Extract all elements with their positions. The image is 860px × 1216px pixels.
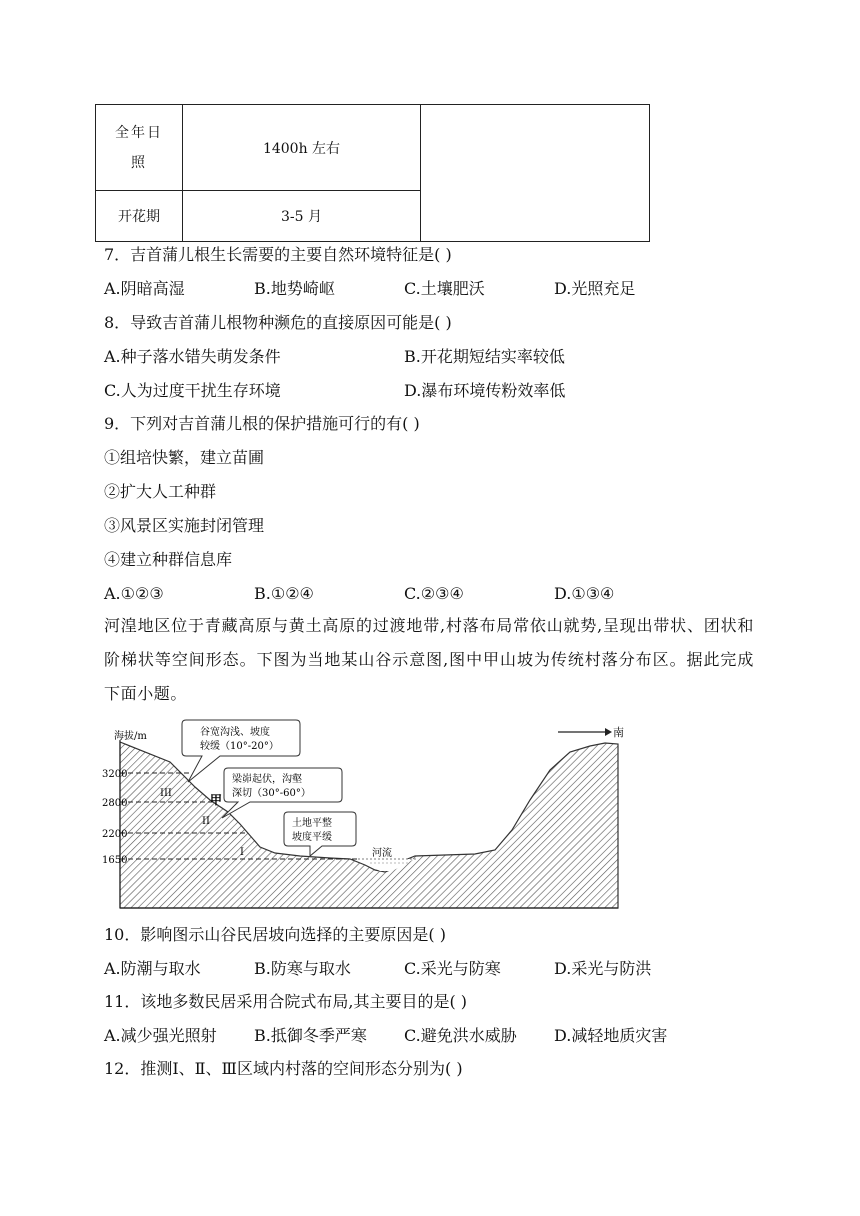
q11-option-b: B.抵御冬季严寒 <box>254 1026 367 1045</box>
q11-option-d: D.减轻地质灾害 <box>554 1026 668 1045</box>
table-label-sunshine: 全年日照 <box>96 105 183 191</box>
point-jia-label: 甲 <box>210 793 223 807</box>
tick-3200: 3200 <box>102 769 128 780</box>
table-label-flowering: 开花期 <box>96 191 183 242</box>
callout-3-line-2: 坡度平缓 <box>292 832 332 843</box>
table-value-flowering: 3-5 月 <box>183 191 421 242</box>
question-10-stem: 10．影响图示山谷民居坡向选择的主要原因是( ) <box>104 925 446 944</box>
q9-item-3: ③风景区实施封闭管理 <box>104 516 265 535</box>
q9-option-d: D.①③④ <box>554 584 615 603</box>
terrain-profile <box>120 742 618 908</box>
q11-option-a: A.减少强光照射 <box>104 1026 217 1045</box>
q7-option-b: B.地势崎岖 <box>254 279 335 298</box>
tick-2200: 2200 <box>102 829 128 840</box>
direction-label: 南 <box>613 726 624 739</box>
q7-option-c: C.土壤肥沃 <box>404 279 485 298</box>
q8-option-c: C.人为过度干扰生存环境 <box>104 381 281 400</box>
q10-option-d: D.采光与防洪 <box>554 959 652 978</box>
q9-item-4: ④建立种群信息库 <box>104 550 233 569</box>
table-value-sunshine: 1400h 左右 <box>183 105 421 191</box>
q9-item-1: ①组培快繁，建立苗圃 <box>104 448 265 467</box>
q9-option-a: A.①②③ <box>104 584 164 603</box>
q9-item-2: ②扩大人工种群 <box>104 482 217 501</box>
q11-option-c: C.避免洪水威胁 <box>404 1026 517 1045</box>
callout-2-line-1: 梁峁起伏，沟壑 <box>232 774 302 785</box>
question-9-stem: 9．下列对吉首蒲儿根的保护措施可行的有( ) <box>104 414 420 433</box>
zone-I-label: I <box>240 847 244 858</box>
q10-option-a: A.防潮与取水 <box>104 959 201 978</box>
question-11-stem: 11．该地多数民居采用合院式布局,其主要目的是( ) <box>104 992 468 1011</box>
data-table <box>95 104 650 242</box>
question-8-stem: 8．导致吉首蒲儿根物种濒危的直接原因可能是( ) <box>104 313 452 332</box>
callout-3-line-1: 土地平整 <box>292 818 332 829</box>
question-12-stem: 12．推测Ⅰ、Ⅱ、Ⅲ区域内村落的空间形态分别为( ) <box>104 1059 463 1078</box>
q9-option-b: B.①②④ <box>254 584 314 603</box>
q7-option-a: A.阴暗高湿 <box>104 279 185 298</box>
q8-option-d: D.瀑布环境传粉效率低 <box>404 381 566 400</box>
q10-option-b: B.防寒与取水 <box>254 959 351 978</box>
q7-option-d: D.光照充足 <box>554 279 636 298</box>
callout-1-line-1: 谷宽沟浅、坡度 <box>200 727 270 738</box>
question-7-stem: 7．吉首蒲儿根生长需要的主要自然环境特征是( ) <box>104 245 452 264</box>
callout-1-line-2: 较缓（10°-20°） <box>200 741 279 752</box>
river-label: 河流 <box>372 848 392 859</box>
q8-option-b: B.开花期短结实率较低 <box>404 347 565 366</box>
table-empty-cell <box>421 105 650 242</box>
tick-2800: 2800 <box>102 798 128 809</box>
y-axis-label: 海拔/m <box>114 731 147 742</box>
tick-1650: 1650 <box>102 855 128 866</box>
arrow-head-icon <box>605 728 612 736</box>
q9-option-c: C.②③④ <box>404 584 464 603</box>
passage-text: 河湟地区位于青藏高原与黄土高原的过渡地带,村落布局常依山就势,呈现出带状、团状和阶梯状等空间形态。下图为当地某山谷示意图,图中甲山坡为传统村落分布区。据此完成下面小题。 <box>104 616 754 703</box>
q8-option-a: A.种子落水错失萌发条件 <box>104 347 281 366</box>
q10-option-c: C.采光与防寒 <box>404 959 501 978</box>
callout-2-line-2: 深切（30°-60°） <box>232 788 311 799</box>
valley-profile-figure <box>100 712 630 914</box>
zone-III-label: III <box>160 788 172 799</box>
zone-II-label: II <box>202 816 210 827</box>
